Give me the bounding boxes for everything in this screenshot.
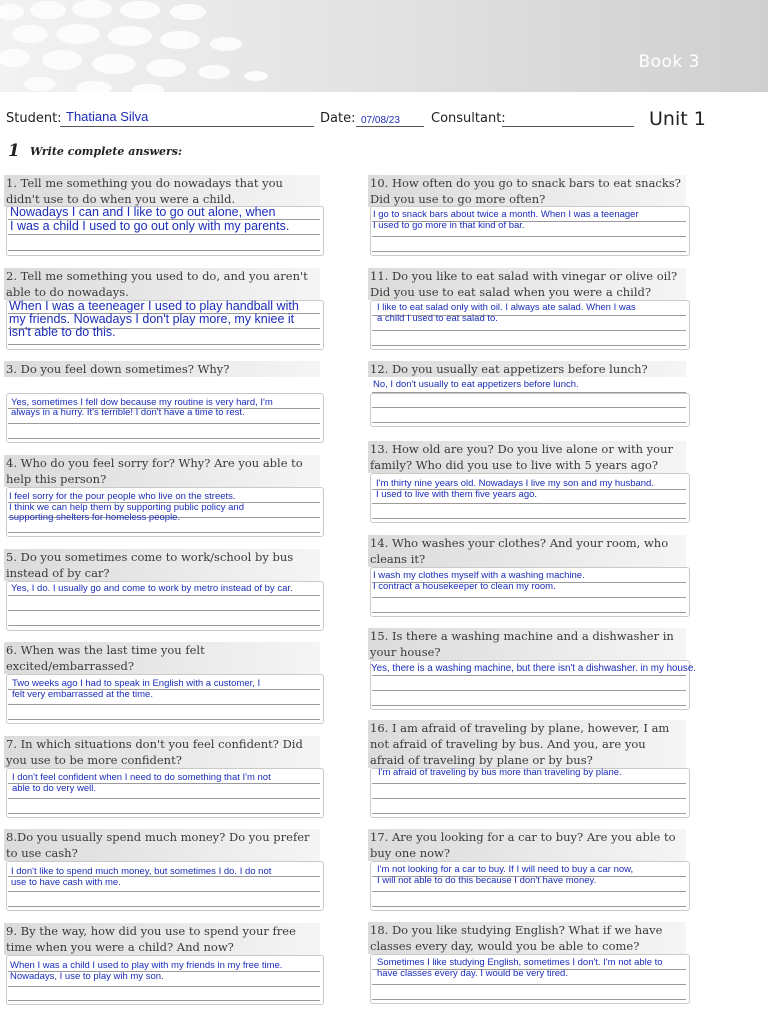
consultant-line (502, 126, 634, 127)
answer-text[interactable]: Yes, there is a washing machine, but there isn't a dishwasher. in my house. (371, 663, 696, 674)
instruction-number: 1 (8, 141, 20, 161)
answer-text[interactable]: I don't feel confident when I need to do something that I'm not able to do very well. (12, 772, 271, 794)
date-label: Date: (320, 111, 356, 126)
student-value[interactable]: Thatiana Silva (66, 109, 149, 124)
question-text: 16. I am afraid of traveling by plane, however, I am not afraid of traveling by bus. And you, are you afraid of traveling by plane or by bus? (368, 720, 686, 768)
student-line (60, 126, 314, 127)
question-text: 18. Do you like studying English? What if we have classes every day, would you be able to come? (368, 922, 686, 954)
answer-text[interactable]: When I was a teeneager I used to play handball with my friends. Nowadays I don't play more, my kniee it isn't able to do this. (9, 299, 299, 339)
consultant-label: Consultant: (431, 111, 506, 126)
answer-text[interactable]: I don't like to spend much money, but sometimes I do. I do not use to have cash with me. (11, 866, 272, 888)
student-label: Student: (6, 111, 62, 126)
question-text: 15. Is there a washing machine and a dishwasher in your house? (368, 628, 686, 660)
answer-text[interactable]: Yes, sometimes I fell dow because my routine is very hard, I'm always in a hurry. It's terrible! I don't have a time to rest. (11, 397, 273, 418)
header-band (0, 0, 768, 92)
answer-text[interactable]: I feel sorry for the pour people who live on the streets. I think we can help them by supporting public policy and supporting shelters for homeless people. (9, 491, 244, 523)
answer-text[interactable]: Two weeks ago I had to speak in English with a customer, I felt very embarrassed at the time. (12, 678, 261, 700)
question-text: 6. When was the last time you felt excited/embarrassed? (4, 642, 320, 674)
date-value[interactable]: 07/08/23 (361, 115, 400, 126)
question-text: 1. Tell me something you do nowadays that you didn't use to do when you were a child. (4, 175, 320, 207)
instruction-text: Write complete answers: (30, 145, 183, 158)
question-text: 2. Tell me something you used to do, and you aren't able to do nowadays. (4, 268, 320, 300)
question-text: 10. How often do you go to snack bars to eat snacks? Did you use to go more often? (368, 175, 686, 207)
answer-text[interactable]: Sometimes I like studying English, sometimes I don't. I'm not able to have classes every day. I would be very tired. (377, 957, 663, 979)
answer-text[interactable]: I'm not looking for a car to buy. If I will need to buy a car now, I will not able to do this because I don't have money. (377, 864, 634, 886)
unit-label: Unit 1 (649, 108, 706, 130)
question-text: 7. In which situations don't you feel confident? Did you use to be more confident? (4, 736, 320, 768)
answer-text[interactable]: When I was a child I used to play with my friends in my free time. Nowadays, I use to play wih my son. (10, 960, 283, 982)
question-text: 3. Do you feel down sometimes? Why? (4, 361, 320, 377)
answer-text[interactable]: I'm thirty nine years old. Nowadays I live my son and my husband. I used to live with them five years ago. (376, 478, 654, 500)
question-text: 8.Do you usually spend much money? Do you prefer to use cash? (4, 829, 320, 861)
question-text: 14. Who washes your clothes? And your room, who cleans it? (368, 535, 686, 567)
answer-text[interactable]: Yes, I do. I usually go and come to work by metro instead of by car. (11, 583, 293, 594)
question-text: 9. By the way, how did you use to spend your free time when you were a child? And now? (4, 923, 320, 955)
question-text: 17. Are you looking for a car to buy? Are you able to buy one now? (368, 829, 686, 861)
answer-text[interactable]: I like to eat salad only with oil. I always ate salad. When I was a child I used to eat salad to. (377, 302, 636, 324)
book-label: Book 3 (638, 52, 700, 72)
answer-text[interactable]: Nowadays I can and I like to go out alone, when I was a child I used to go out only with my parents. (10, 205, 290, 233)
answer-text[interactable]: I go to snack bars about twice a month. When I was a teenager I used to go more in that kind of bar. (373, 209, 639, 231)
date-line (356, 126, 424, 127)
question-text: 12. Do you usually eat appetizers before lunch? (368, 361, 686, 377)
answer-text[interactable]: I'm afraid of traveling by bus more than traveling by plane. (378, 767, 622, 778)
answer-text[interactable]: No, I don't usually to eat appetizers before lunch. (373, 379, 579, 390)
question-text: 13. How old are you? Do you live alone or with your family? Who did you use to live with 5 years ago? (368, 441, 686, 473)
question-text: 4. Who do you feel sorry for? Why? Are you able to help this person? (4, 455, 320, 487)
answer-text[interactable]: I wash my clothes myself with a washing machine. I contract a housekeeper to clean my room. (373, 570, 585, 592)
question-text: 5. Do you sometimes come to work/school by bus instead of by car? (4, 549, 320, 581)
decorative-dots (0, 0, 360, 92)
question-text: 11. Do you like to eat salad with vinegar or olive oil? Did you use to eat salad when you were a child? (368, 268, 686, 300)
